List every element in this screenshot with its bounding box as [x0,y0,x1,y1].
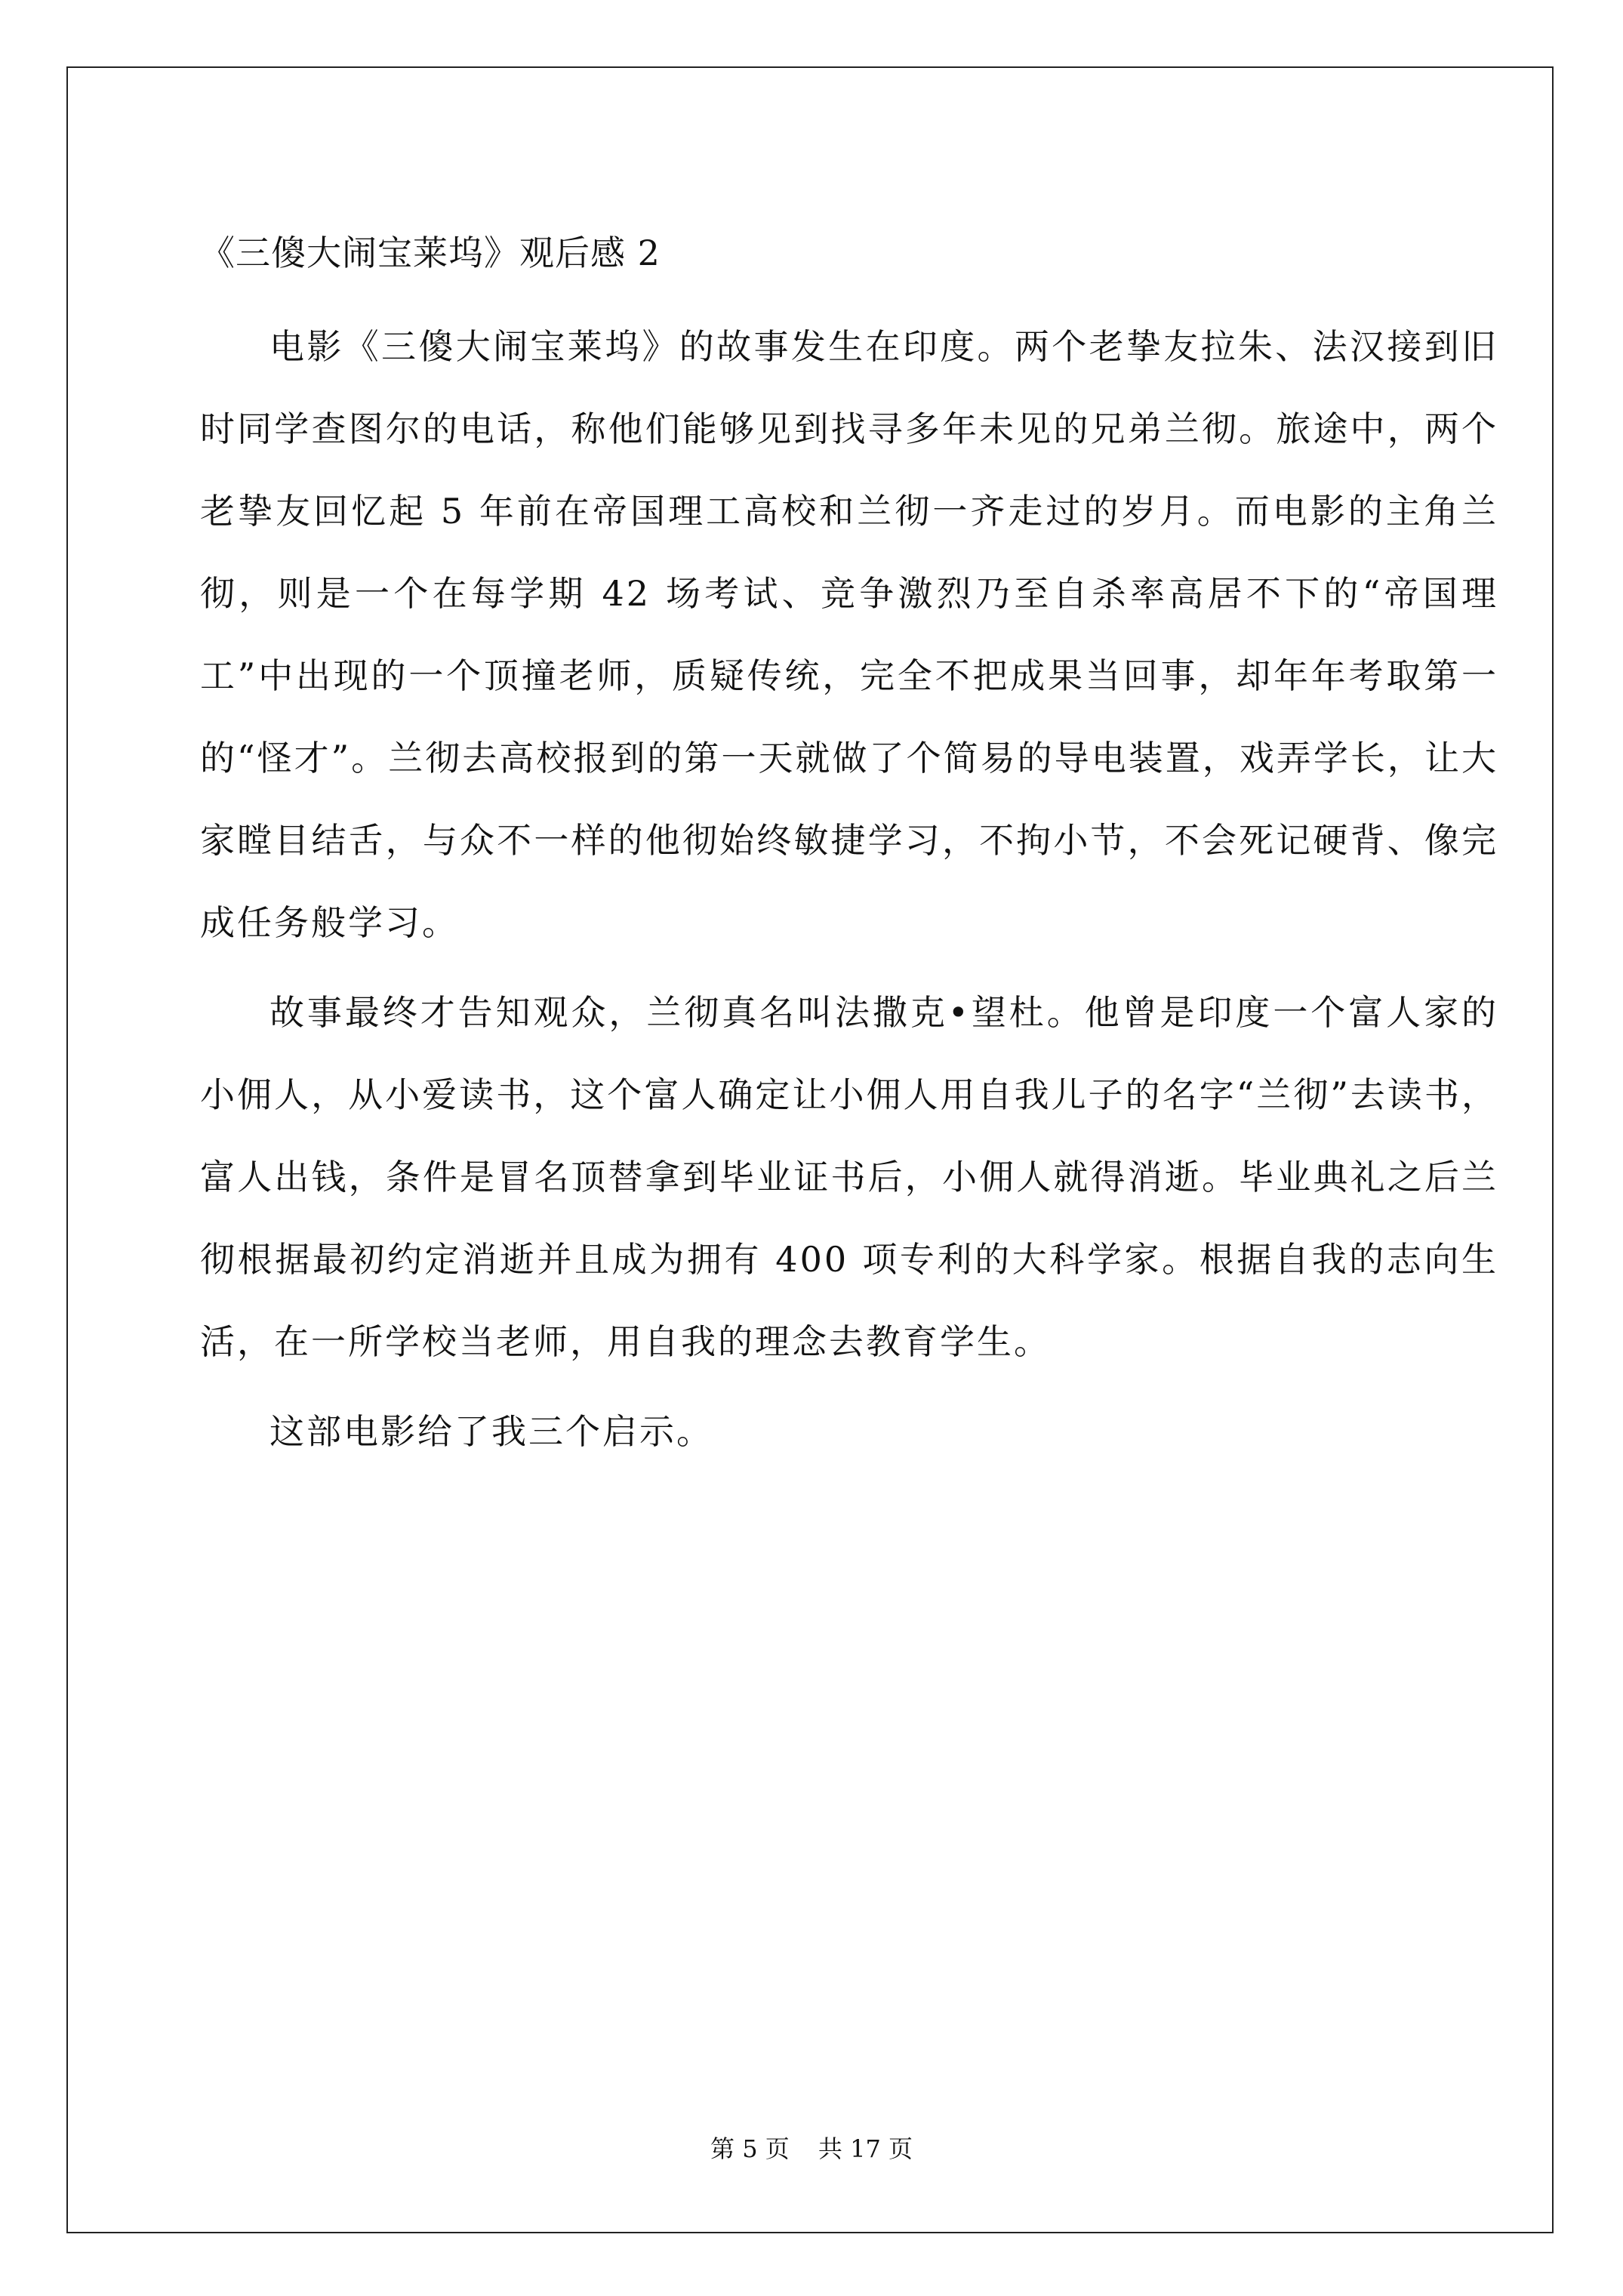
paragraph-2: 故事最终才告知观众，兰彻真名叫法撒克•望杜。他曾是印度一个富人家的小佣人，从小爱读书，这个富人确定让小佣人用自我儿子的名字“兰彻”去读书，富人出钱，条件是冒名顶替拿到毕业证书后，小佣人就得消逝。毕业典礼之后兰彻根据最初约定消逝并且成为拥有 400 项专利的大科学家。根据自我的志向生活，在一所学校当老师，用自我的理念去教育学生。 [200,992,1498,1362]
page-total: 共 17 页 [818,2134,913,2163]
paragraph-3: 这部电影给了我三个启示。 [269,1411,713,1452]
paragraph-1: 电影《三傻大闹宝莱坞》的故事发生在印度。两个老挚友拉朱、法汉接到旧时同学查图尔的电话，称他们能够见到找寻多年未见的兄弟兰彻。旅途中，两个老挚友回忆起 5 年前在帝国理工高校和兰彻一齐走过的岁月。而电影的主角兰彻，则是一个在每学期 42 场考试、竞争激烈乃至自杀率高居不下的“帝国理工”中出现的一个顶撞老师，质疑传统，完全不把成果当回事，却年年考取第一的“怪才”。兰彻去高校报到的第一天就做了个简易的导电装置，戏弄学长，让大家瞠目结舌，与众不一样的他彻始终敏捷学习，不拘小节，不会死记硬背、像完成任务般学习。 [200,326,1498,943]
document-body [200,227,1498,1481]
page-footer [0,2134,1623,2164]
document-title: 《三傻大闹宝莱坞》观后感 2 [200,233,661,273]
page-number: 第 5 页 [710,2134,790,2163]
